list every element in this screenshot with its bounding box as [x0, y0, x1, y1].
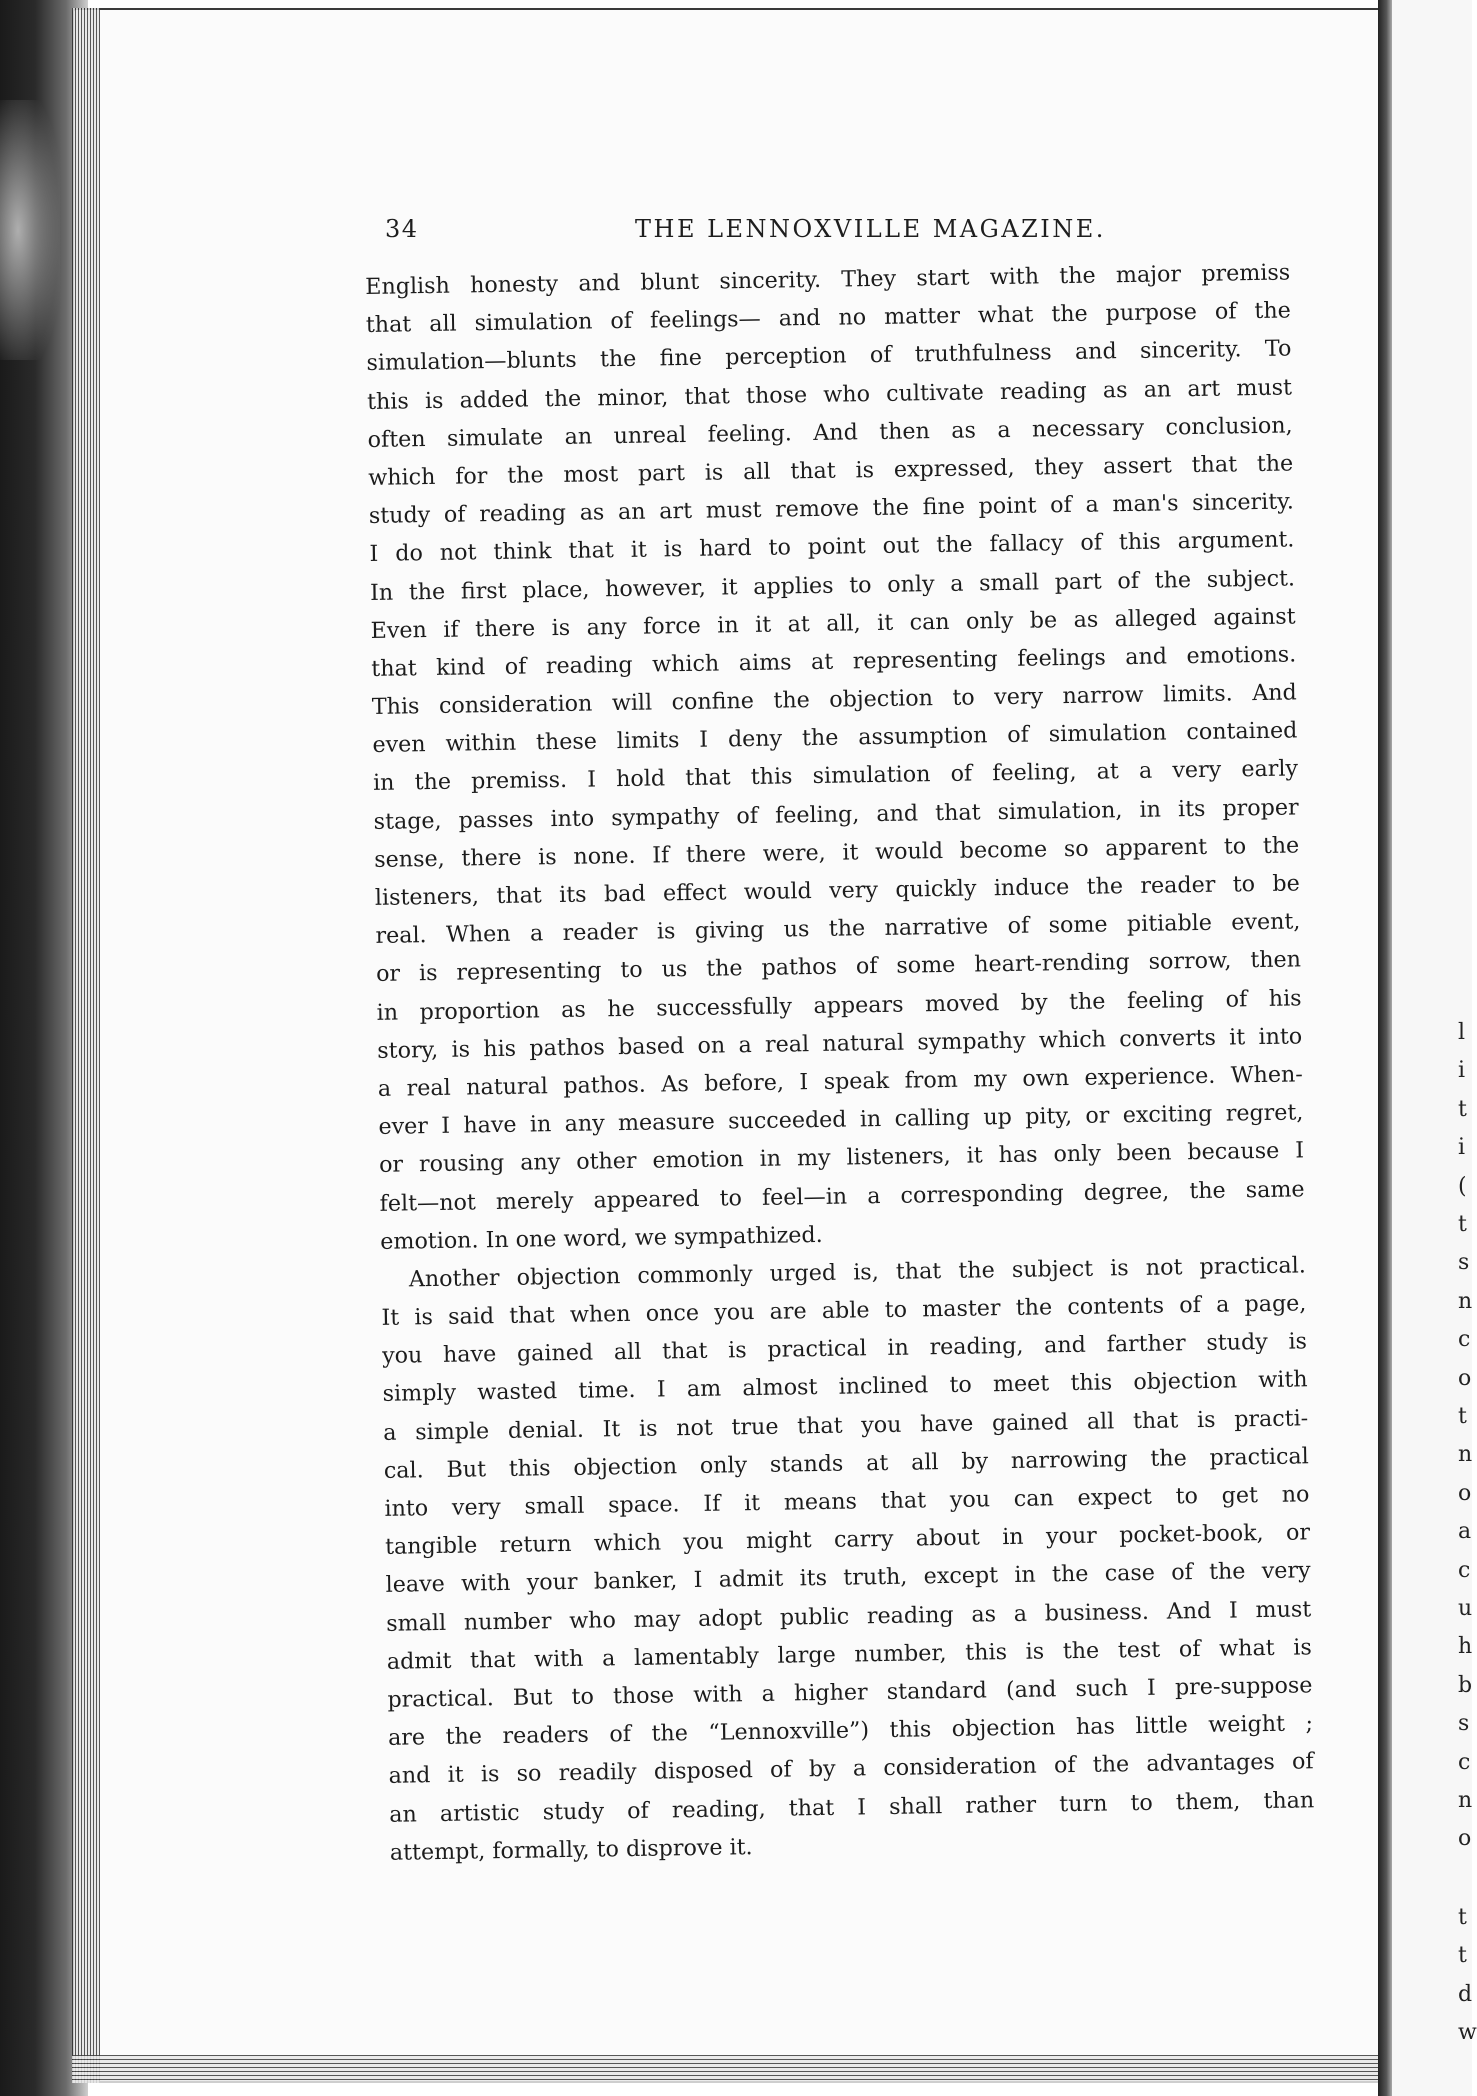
text-line: an artistic study of reading, that I shall rather turn to them, than — [389, 1786, 1315, 1828]
facing-page-fragment: o — [1458, 1480, 1472, 1506]
text-line: real. When a reader is giving us the narrative of some pitiable event, — [375, 908, 1301, 950]
text-line: simulation—blunts the fine perception of truthfulness and sincerity. To — [366, 335, 1292, 377]
facing-page-fragment: t — [1458, 1212, 1467, 1237]
facing-page — [1392, 0, 1472, 2096]
text-line: English honesty and blunt sincerity. They start with the major premiss — [365, 259, 1291, 300]
text-line: Another objection commonly urged is, that the subject is not practical. — [408, 1252, 1306, 1293]
paragraph-2 — [381, 1246, 1315, 1871]
page-number: 34 — [385, 215, 419, 243]
facing-page-fragment: b — [1458, 1672, 1473, 1698]
text-line: stage, passes into sympathy of feeling, and that simulation, in its proper — [373, 794, 1299, 835]
text-line: this is added the minor, that those who cultivate reading as an art must — [366, 374, 1293, 415]
text-line: study of reading as an art must remove the fine point of a man's sincerity. — [368, 488, 1294, 530]
text-line: practical. But to those with a higher standard (and such I pre-suppose — [387, 1672, 1313, 1713]
facing-page-fragment: i — [1458, 1135, 1466, 1161]
text-line: that kind of reading which aims at representing feelings and emotions. — [371, 641, 1297, 682]
facing-page-fragment: h — [1458, 1634, 1473, 1660]
page-edges-left — [72, 8, 100, 2083]
text-line: felt—not merely appeared to feel—in a corresponding degree, the same — [379, 1175, 1305, 1217]
text-line: a simple denial. It is not true that you have gained all that is practi- — [383, 1404, 1309, 1446]
facing-page-fragment: u — [1458, 1596, 1473, 1621]
facing-page-fragment: n — [1458, 1788, 1473, 1813]
text-line: often simulate an unreal feeling. And then as a necessary conclusion, — [367, 412, 1293, 453]
text-line: tangible return which you might carry about in your pocket-book, or — [384, 1519, 1311, 1561]
text-line: I do not think that it is hard to point out the fallacy of this argument. — [369, 526, 1295, 568]
page-edges-bottom — [72, 2055, 1387, 2083]
text-line: attempt, formally, to disprove it. — [389, 1833, 753, 1866]
facing-page-fragment: a — [1458, 1519, 1472, 1545]
text-line: even within these limits I deny the assumption of simulation contained — [372, 717, 1298, 759]
text-line: admit that with a lamentably large number, this is the test of what is — [386, 1634, 1312, 1675]
text-line: cal. But this objection only stands at all by narrowing the practical — [383, 1443, 1309, 1484]
text-line: Even if there is any force in it at all, it can only be as alleged against — [370, 603, 1296, 644]
text-line: listeners, that its bad effect would very quickly induce the reader to be — [374, 870, 1300, 911]
magazine-title: THE LENNOXVILLE MAGAZINE. — [635, 215, 1106, 243]
facing-page-fragment: c — [1458, 1749, 1471, 1775]
text-line: you have gained all that is practical in reading, and farther study is — [381, 1328, 1308, 1370]
text-line: simply wasted time. I am almost inclined to meet this objection with — [382, 1366, 1308, 1408]
text-line: ever I have in any measure succeeded in calling up pity, or exciting regret, — [378, 1099, 1304, 1141]
text-line: a real natural pathos. As before, I speak from my own experience. When- — [377, 1061, 1303, 1102]
text-line: This consideration will confine the objection to very narrow limits. And — [371, 679, 1297, 721]
body-text — [365, 253, 1315, 1871]
facing-page-fragment: t — [1458, 1404, 1467, 1429]
text-line: in the premiss. I hold that this simulation of feeling, at a very early — [372, 755, 1299, 797]
text-line: into very small space. If it means that you can expect to get no — [384, 1481, 1310, 1522]
facing-page-fragment: o — [1458, 1826, 1472, 1852]
facing-page-fragment: t — [1458, 1904, 1467, 1930]
text-line: story, is his pathos based on a real natural sympathy which converts it into — [377, 1023, 1303, 1064]
facing-page-fragment: d — [1458, 1981, 1473, 2007]
facing-page-fragment: s — [1458, 1250, 1470, 1276]
text-line: In the first place, however, it applies to only a small part of the subject. — [369, 564, 1296, 606]
paragraph-1 — [365, 253, 1305, 1260]
water-stain — [0, 100, 60, 360]
text-line: in proportion as he successfully appears moved by the feeling of his — [376, 984, 1302, 1026]
facing-page-fragment: c — [1458, 1557, 1471, 1583]
facing-page-fragment: t — [1458, 1943, 1467, 1969]
facing-page-fragment: w — [1458, 2020, 1477, 2045]
text-line: and it is so readily disposed of by a consideration of the advantages of — [388, 1748, 1314, 1790]
text-line: which for the most part is all that is expressed, they assert that the — [368, 450, 1294, 491]
facing-page-fragment: n — [1458, 1288, 1473, 1314]
text-line: small number who may adopt public reading as a business. And I must — [386, 1595, 1312, 1637]
text-line: or is representing to us the pathos of some heart-rending sorrow, then — [375, 946, 1302, 988]
facing-page-fragment: i — [1458, 1058, 1466, 1084]
facing-page-fragment: o — [1458, 1365, 1472, 1391]
text-line: are the readers of the “Lennoxville”) this objection has little weight ; — [387, 1710, 1314, 1751]
text-line: emotion. In one word, we sympathized. — [380, 1221, 823, 1255]
text-line: sense, there is none. If there were, it would become so apparent to the — [374, 832, 1300, 873]
facing-page-fragment: t — [1458, 1096, 1467, 1122]
facing-page-fragment: l — [1458, 1020, 1466, 1045]
facing-page-fragment: n — [1458, 1442, 1473, 1468]
facing-page-fragment: s — [1458, 1711, 1470, 1737]
text-line: leave with your banker, I admit its truth, except in the case of the very — [385, 1557, 1311, 1599]
facing-page-fragment: c — [1458, 1327, 1471, 1353]
book-gutter — [1378, 0, 1392, 2096]
text-line: or rousing any other emotion in my listeners, it has only been because I — [378, 1137, 1305, 1179]
text-line: that all simulation of feelings— and no matter what the purpose of the — [365, 297, 1291, 339]
text-line: It is said that when once you are able to master the contents of a page, — [381, 1290, 1307, 1331]
facing-page-fragment: ( — [1458, 1173, 1467, 1199]
